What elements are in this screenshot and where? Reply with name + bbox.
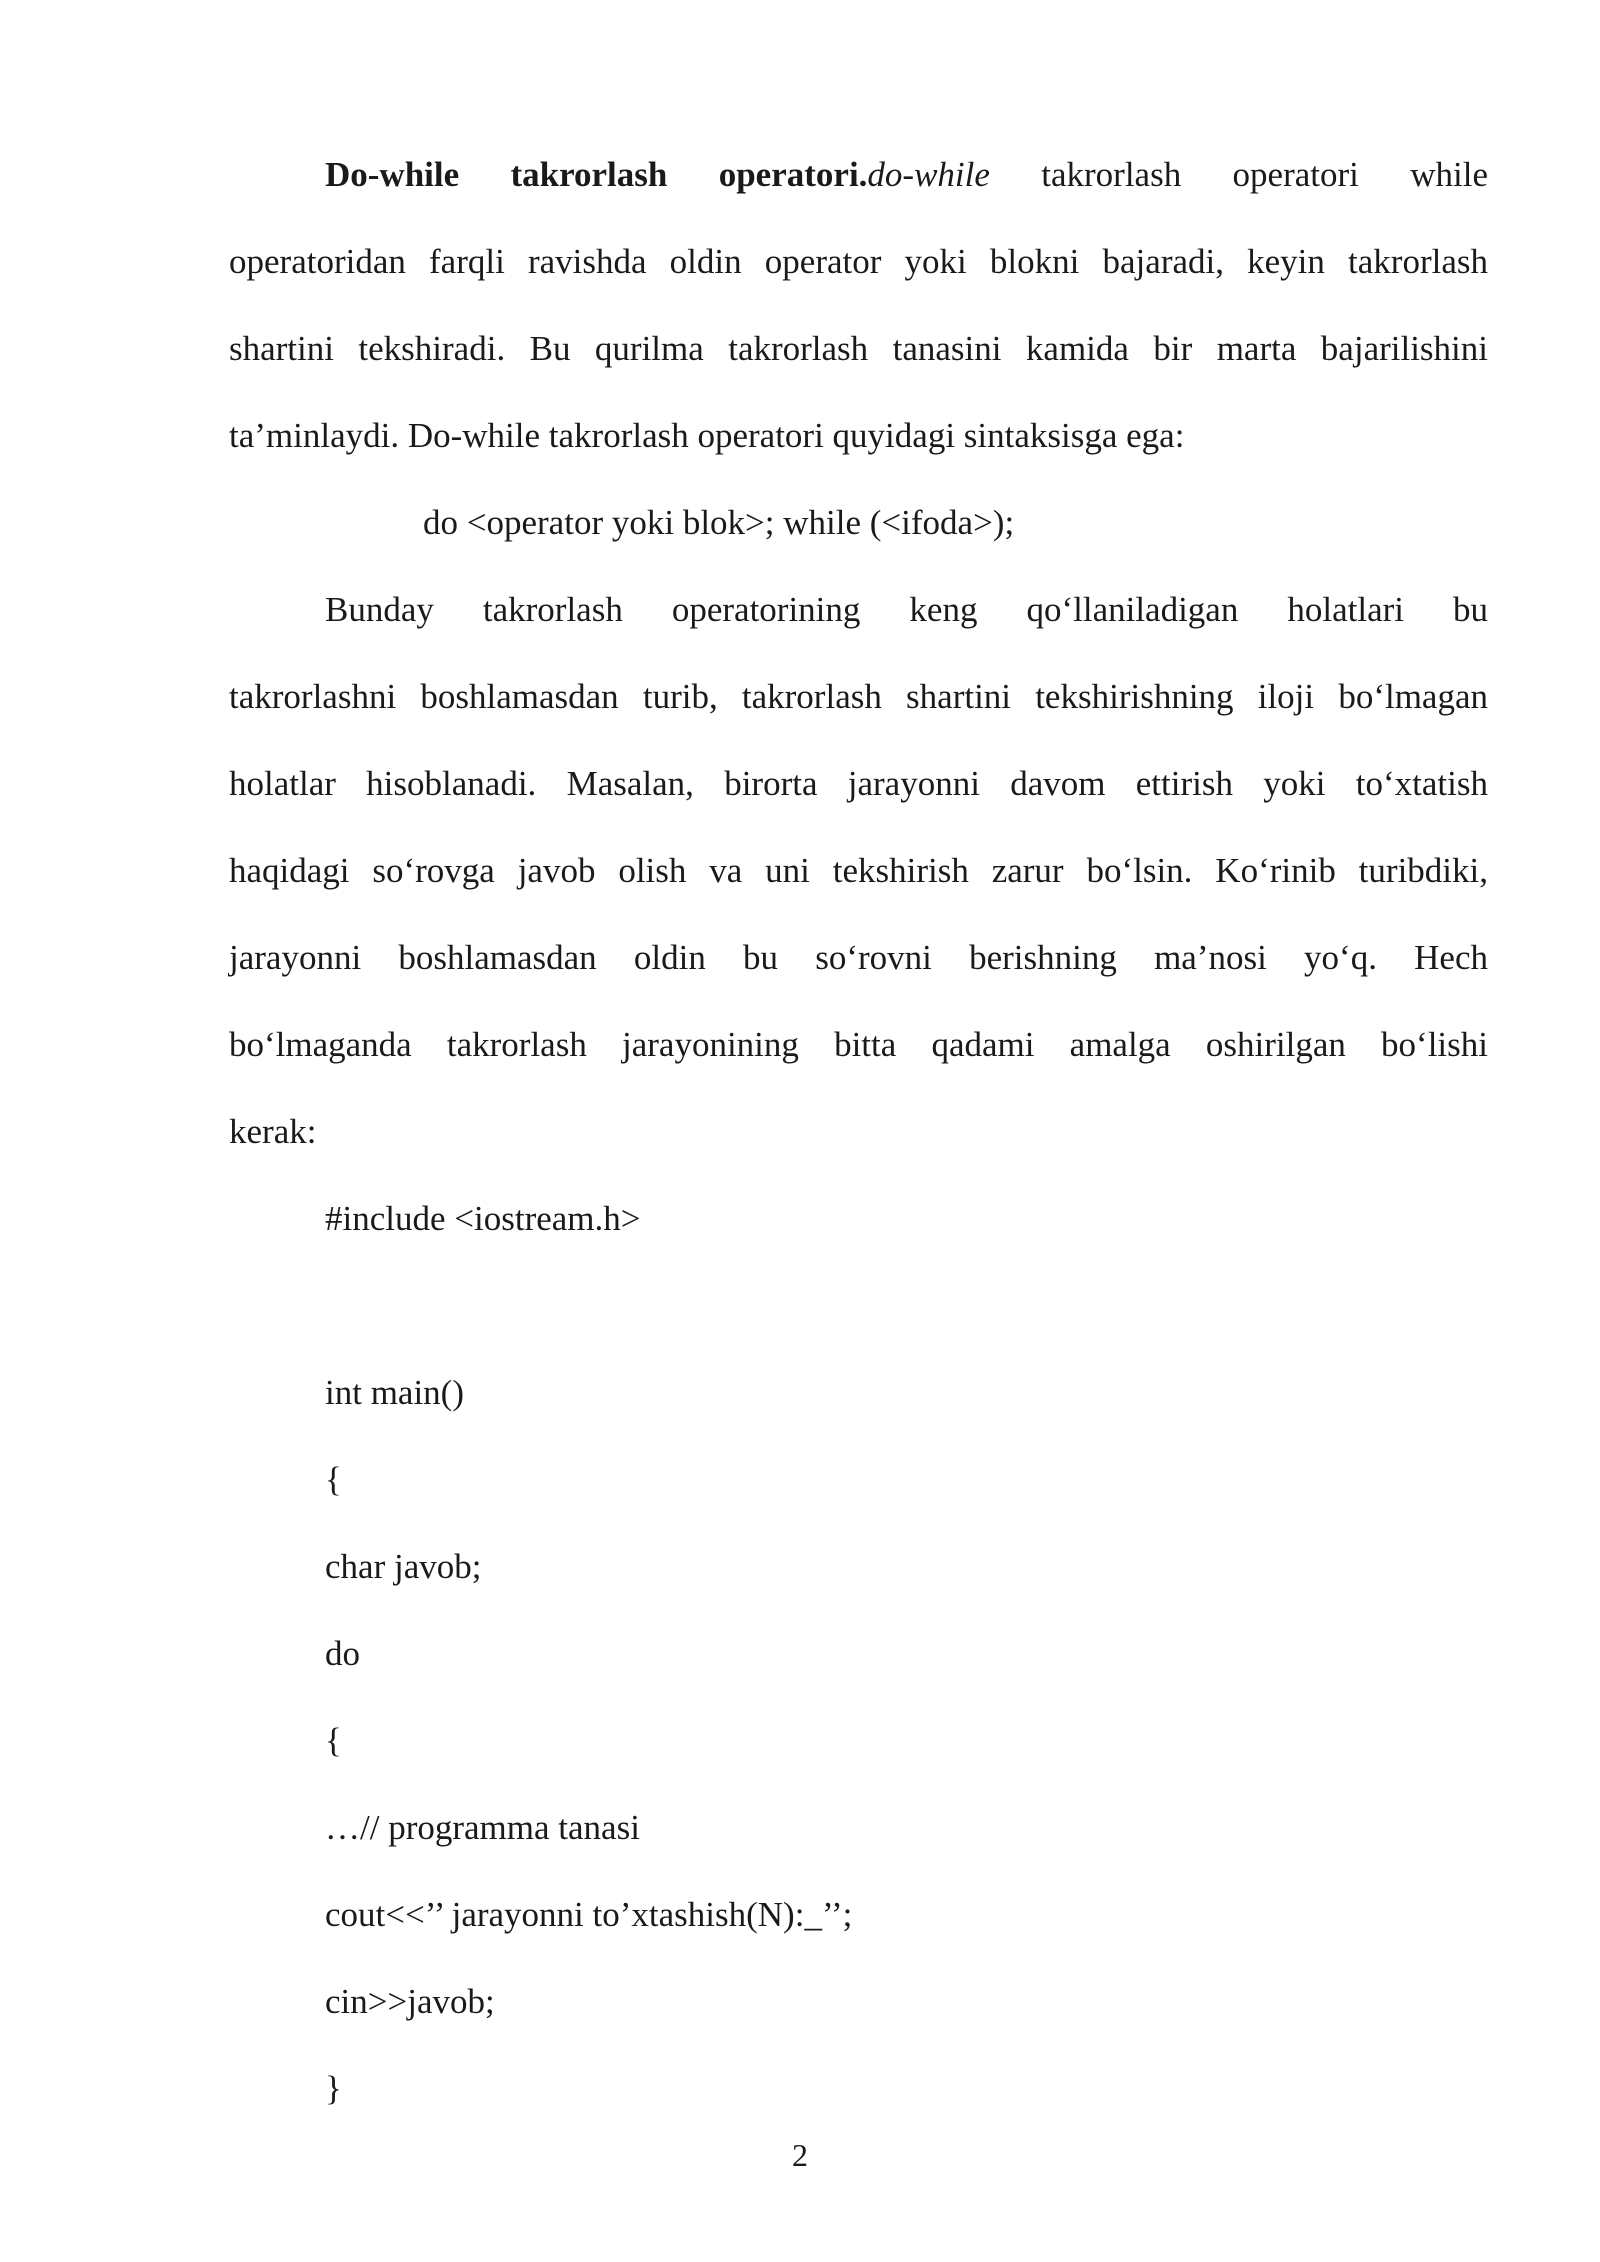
document-page: [229, 140, 1488, 2141]
paragraph1-line: ta’minlaydi. Do-while takrorlash operatori quyidagi sintaksisga ega:: [229, 416, 1185, 455]
paragraph-heading-line: [229, 140, 1488, 227]
code-line-do: do: [325, 1634, 360, 1673]
heading-continuation: takrorlash operatori while: [989, 155, 1488, 194]
paragraph2-line: holatlar hisoblanadi. Masalan, birorta jarayonni davom ettirish yoki to‘xtatish: [229, 764, 1488, 803]
paragraph2-line: takrorlashni boshlamasdan turib, takrorlash shartini tekshirishning iloji bo‘lmagan: [229, 677, 1488, 716]
paragraph2-line: kerak:: [229, 1112, 317, 1151]
paragraph1-line: operatoridan farqli ravishda oldin operator yoki blokni bajaradi, keyin takrorlash: [229, 242, 1488, 281]
page-number: 2: [792, 2137, 808, 2173]
section-heading: Do-while takrorlash operatori.: [325, 155, 868, 194]
paragraph2-line: jarayonni boshlamasdan oldin bu so‘rovni berishning ma’nosi yo‘q. Hech: [229, 938, 1488, 977]
code-line-declaration: char javob;: [325, 1547, 482, 1586]
code-line-main: int main(): [325, 1373, 464, 1412]
code-line-close-brace: }: [325, 2069, 342, 2108]
code-line-include: #include <iostream.h>: [325, 1199, 641, 1238]
code-line-comment: …// programma tanasi: [325, 1808, 640, 1847]
paragraph1-line: shartini tekshiradi. Bu qurilma takrorlash tanasini kamida bir marta bajarilishini: [229, 329, 1488, 368]
code-line-cout: cout<<’’ jarayonni to’xtashish(N):_’’;: [325, 1895, 853, 1934]
code-line-open-brace: {: [325, 1721, 342, 1760]
italic-term: do-while: [867, 155, 990, 194]
code-line-open-brace: {: [325, 1460, 342, 1499]
code-blank-line: [229, 1271, 1488, 1358]
paragraph2-line: Bunday takrorlash operatorining keng qo‘llaniladigan holatlari bu: [325, 590, 1488, 629]
paragraph2-line: haqidagi so‘rovga javob olish va uni tekshirish zarur bo‘lsin. Ko‘rinib turibdiki,: [229, 851, 1488, 890]
code-line-cin: cin>>javob;: [325, 1982, 495, 2021]
syntax-line: do <operator yoki blok>; while (<ifoda>);: [423, 503, 1015, 542]
paragraph2-line: bo‘lmaganda takrorlash jarayonining bitta qadami amalga oshirilgan bo‘lishi: [229, 1025, 1488, 1064]
